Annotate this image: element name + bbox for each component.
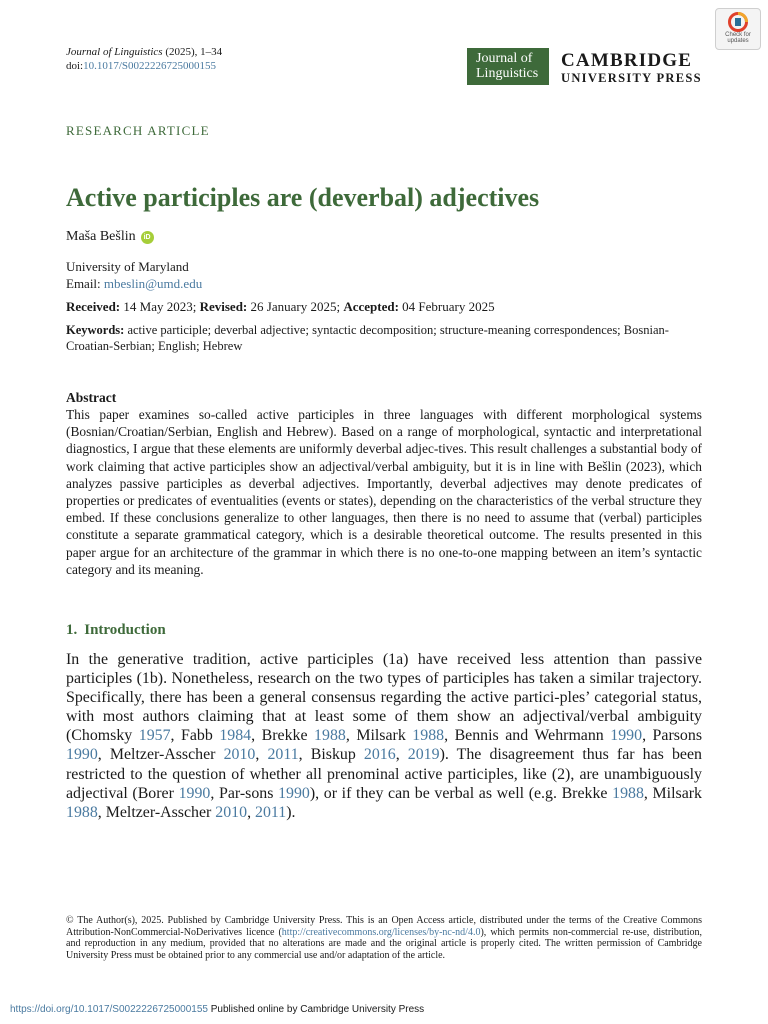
article-dates	[66, 299, 495, 315]
citation-link[interactable]: 1984	[219, 727, 252, 745]
citation-link[interactable]: 2011	[255, 803, 287, 821]
journal-logo-line2: Linguistics	[476, 66, 539, 81]
publisher-logo[interactable]	[561, 51, 702, 85]
intro-text: , Milsark	[643, 784, 702, 802]
intro-text: , Meltzer-Asscher	[97, 746, 224, 764]
email-label: Email:	[66, 275, 104, 291]
citation-link[interactable]: 1990	[610, 727, 643, 745]
citation-link[interactable]: 1988	[412, 727, 445, 745]
accepted-label: Accepted:	[343, 299, 399, 314]
intro-text: In the generative tradition, active participles (1a) have received less attention than passive participles (1b). Nonetheless, research on the two types of participles has taken a similar trajectory. Specifically, there has been a general consensus regarding the active partici-ples’ categorial status, with most authors claiming that at least some of them show an adjectival/verbal ambiguity (Chomsky	[66, 651, 702, 745]
journal-reference	[66, 46, 222, 73]
intro-text: , Meltzer-Asscher	[97, 803, 216, 821]
section-title: Introduction	[84, 622, 166, 638]
intro-text: ), or if they can be verbal as well (e.g. Brekke	[309, 784, 613, 802]
introduction-paragraph	[66, 650, 702, 822]
email-link[interactable]: mbeslin@umd.edu	[103, 275, 203, 291]
intro-text: , Bennis and Wehrmann	[444, 727, 611, 745]
license-link[interactable]: http://creativecommons.org/licenses/by-nc-nd/4.0	[281, 926, 481, 938]
journal-meta: (2025), 1–34	[162, 46, 223, 58]
citation-link[interactable]: 1988	[66, 803, 98, 821]
author-name: Maša Bešlin	[66, 229, 136, 244]
publisher-name: CAMBRIDGE	[561, 50, 693, 71]
journal-logo[interactable]	[467, 48, 549, 85]
citation-link[interactable]: 1990	[178, 784, 211, 802]
citation-link[interactable]: 2011	[267, 746, 299, 764]
citation-link[interactable]: 1990	[66, 746, 98, 764]
revised-date: 26 January 2025;	[247, 299, 344, 314]
citation-link[interactable]: 2016	[363, 746, 396, 764]
page-footer	[10, 1004, 424, 1015]
license-text: ), which permits non-commercial re-use, distribution, and reproduction in any medium, provided that no alterations are made and the original article is properly cited. The written permission of Cambridge University Press must be obtained prior to any commercial use and/or adaptation of the article.	[66, 926, 702, 961]
abstract-heading: Abstract	[66, 390, 117, 405]
check-for-updates-badge[interactable]	[715, 8, 761, 50]
doi-label: doi:	[66, 59, 84, 72]
intro-text: , Parsons	[642, 727, 703, 745]
intro-text: , Biskup	[298, 746, 364, 764]
accepted-date: 04 February 2025	[398, 299, 495, 314]
article-title: Active participles are (deverbal) adjectives	[66, 183, 540, 212]
affiliation-block	[66, 259, 202, 292]
keywords	[66, 323, 706, 354]
intro-text: , Par-sons	[210, 784, 279, 802]
citation-link[interactable]: 2010	[223, 746, 256, 764]
citation-link[interactable]: 2019	[407, 746, 440, 764]
keywords-label: Keywords:	[66, 323, 125, 337]
intro-text: ). The disagreement thus far has been restricted to the question of whether all prenominal active participles, like (2), are unambiguously adjectival (Borer	[66, 746, 702, 802]
citation-link[interactable]: 1957	[138, 727, 171, 745]
section-number: 1.	[66, 622, 78, 638]
revised-label: Revised:	[199, 299, 248, 314]
article-type: RESEARCH ARTICLE	[66, 123, 210, 138]
intro-text: , Brekke	[251, 727, 315, 745]
badge-label-2: updates	[727, 38, 749, 44]
doi-link[interactable]: 10.1017/S0022226725000155	[83, 59, 217, 72]
footer-doi-link[interactable]: https://doi.org/10.1017/S0022226725000155	[10, 1004, 208, 1015]
badge-label-1: Check for	[725, 32, 751, 38]
citation-link[interactable]: 1990	[278, 784, 310, 802]
journal-name: Journal of Linguistics	[66, 46, 163, 58]
received-date: 14 May 2023;	[120, 299, 200, 314]
journal-logo-line1: Journal of	[476, 51, 533, 66]
intro-text: ).	[286, 803, 296, 821]
keywords-text: active participle; deverbal adjective; syntactic decomposition; structure-meaning correspondences; Bosnian-Croatian-Serbian; English; Hebrew	[66, 323, 669, 353]
publisher-subname: UNIVERSITY PRESS	[561, 71, 702, 85]
affiliation: University of Maryland	[66, 259, 189, 274]
intro-text: ,	[395, 746, 408, 764]
license-notice	[66, 915, 702, 961]
intro-text: , Fabb	[170, 727, 220, 745]
intro-text: , Milsark	[345, 727, 413, 745]
check-updates-icon	[728, 12, 748, 32]
intro-text: ,	[247, 803, 256, 821]
citation-link[interactable]: 1988	[314, 727, 346, 745]
section-heading-introduction	[66, 622, 166, 639]
abstract-text: This paper examines so-called active participles in three languages with different morphological systems (Bosnian/Croatian/Serbian, English and Hebrew). Based on a range of morphological, syntactic and interpretational diagnostics, I argue that these elements are uniformly deverbal adjec-tives. This result challenges a substantial body of work claiming that active participles show an adjectival/verbal ambiguity, but it is in line with Bešlin (2023), which analyzes passive participles as deverbal adjectives. Importantly, deverbal adjectives may denote predicates of properties or predicates of eventualities (events or states), depending on the characteristics of the verbal structure they embed. If these conclusions generalize to other languages, then there is no need to assume that (verbal) participles constitute a separate grammatical category, which is a desirable theoretical outcome. The results presented in this paper argue for an architecture of the grammar in which there is no one-to-one mapping between an item’s syntactic category and its meaning.	[66, 407, 702, 577]
citation-link[interactable]: 1988	[612, 784, 644, 802]
orcid-icon[interactable]: iD	[141, 231, 154, 244]
intro-text: ,	[255, 746, 268, 764]
author-line	[66, 229, 154, 245]
footer-published: Published online by Cambridge University Press	[207, 1004, 425, 1015]
received-label: Received:	[66, 299, 121, 314]
citation-link[interactable]: 2010	[215, 803, 248, 821]
license-text: © The Author(s), 2025. Published by Cambridge University Press. This is an Open Access article, distributed under the terms of the Creative Commons Attribution-NonCommercial-NoDerivatives licence (	[66, 915, 702, 938]
